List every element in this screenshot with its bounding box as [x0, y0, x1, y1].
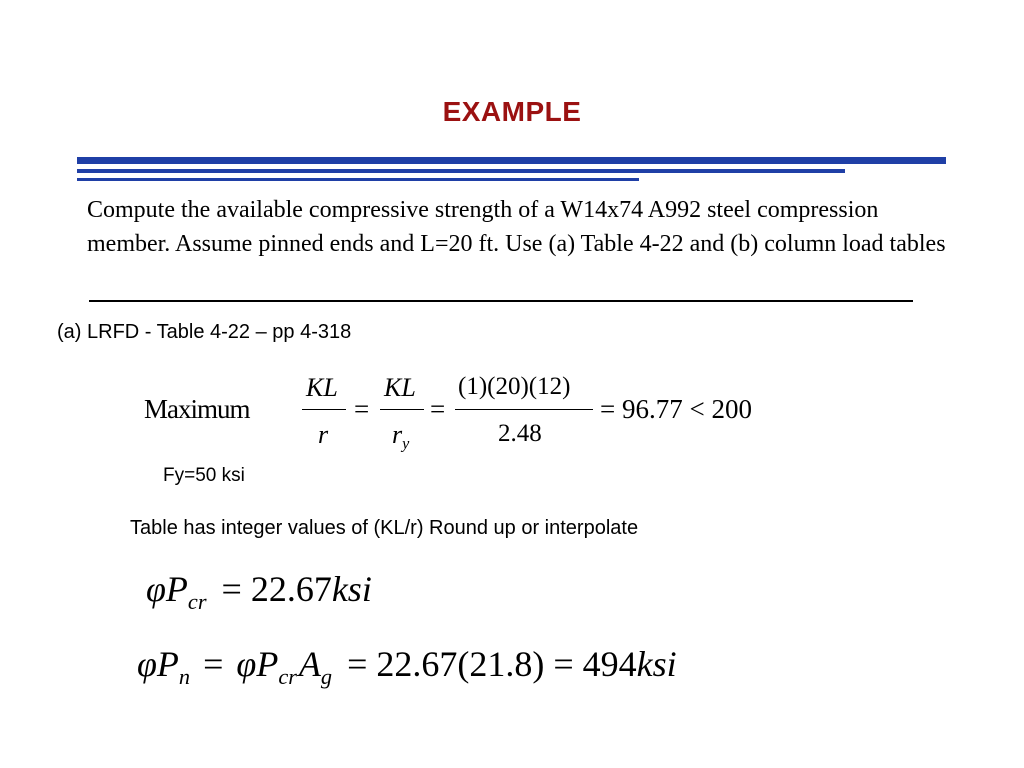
- phi-symbol-2: φ: [236, 644, 257, 684]
- pcr-rhs: = 22.67: [221, 569, 332, 609]
- frac3-numerator: (1)(20)(12): [458, 373, 571, 400]
- eq-lead-word: Maximum: [144, 394, 250, 424]
- yield-stress-label: Fy=50 ksi: [163, 465, 245, 486]
- a-symbol: A: [298, 644, 321, 684]
- frac1-numerator: KL: [306, 373, 338, 402]
- g-subscript: g: [320, 663, 333, 689]
- frac3-denominator: 2.48: [498, 420, 542, 447]
- p-symbol-1: P: [156, 644, 179, 684]
- frac3-bar: [455, 409, 593, 410]
- frac2-denominator-base: r: [392, 420, 403, 449]
- part-a-heading: (a) LRFD - Table 4-22 – pp 4-318: [57, 321, 352, 343]
- phi-pcr-equation: [146, 568, 372, 615]
- pn-rhs: = 22.67(21.8) = 494: [347, 644, 637, 684]
- table-note: Table has integer values of (KL/r) Round up or interpolate: [130, 517, 639, 539]
- pcr-unit: ksi: [331, 569, 372, 609]
- eq-result: = 96.77 < 200: [600, 394, 752, 424]
- n-subscript: n: [178, 663, 191, 689]
- phi-pn-equation: [137, 643, 677, 690]
- pn-unit: ksi: [636, 644, 677, 684]
- p-symbol: P: [165, 569, 188, 609]
- title-divider-bar-2: [77, 169, 845, 173]
- frac2-denominator-sub: y: [402, 435, 410, 453]
- title-divider-bar-3: [77, 178, 639, 181]
- title-divider-bar-1: [77, 157, 946, 164]
- slide-title: EXAMPLE: [442, 96, 582, 127]
- frac2-denominator: [392, 420, 409, 454]
- p-symbol-2: P: [256, 644, 279, 684]
- phi-symbol-1: φ: [137, 644, 157, 684]
- pn-equals: =: [203, 644, 224, 684]
- eq-equals-1: =: [354, 394, 370, 424]
- divider-line: [89, 300, 913, 302]
- cr-subscript: cr: [187, 588, 207, 614]
- frac2-numerator: KL: [384, 373, 416, 402]
- frac1-bar: [302, 409, 346, 410]
- frac1-denominator: r: [318, 420, 329, 449]
- phi-symbol: φ: [146, 569, 166, 609]
- cr-subscript-2: cr: [278, 663, 297, 689]
- eq-equals-2: =: [430, 394, 446, 424]
- frac2-bar: [380, 409, 424, 410]
- problem-statement: Compute the available compressive strength of a W14x74 A992 steel compression member. Assume pinned ends and L=20 ft. Use (a) Table 4-22 and (b) column load tables: [87, 197, 946, 257]
